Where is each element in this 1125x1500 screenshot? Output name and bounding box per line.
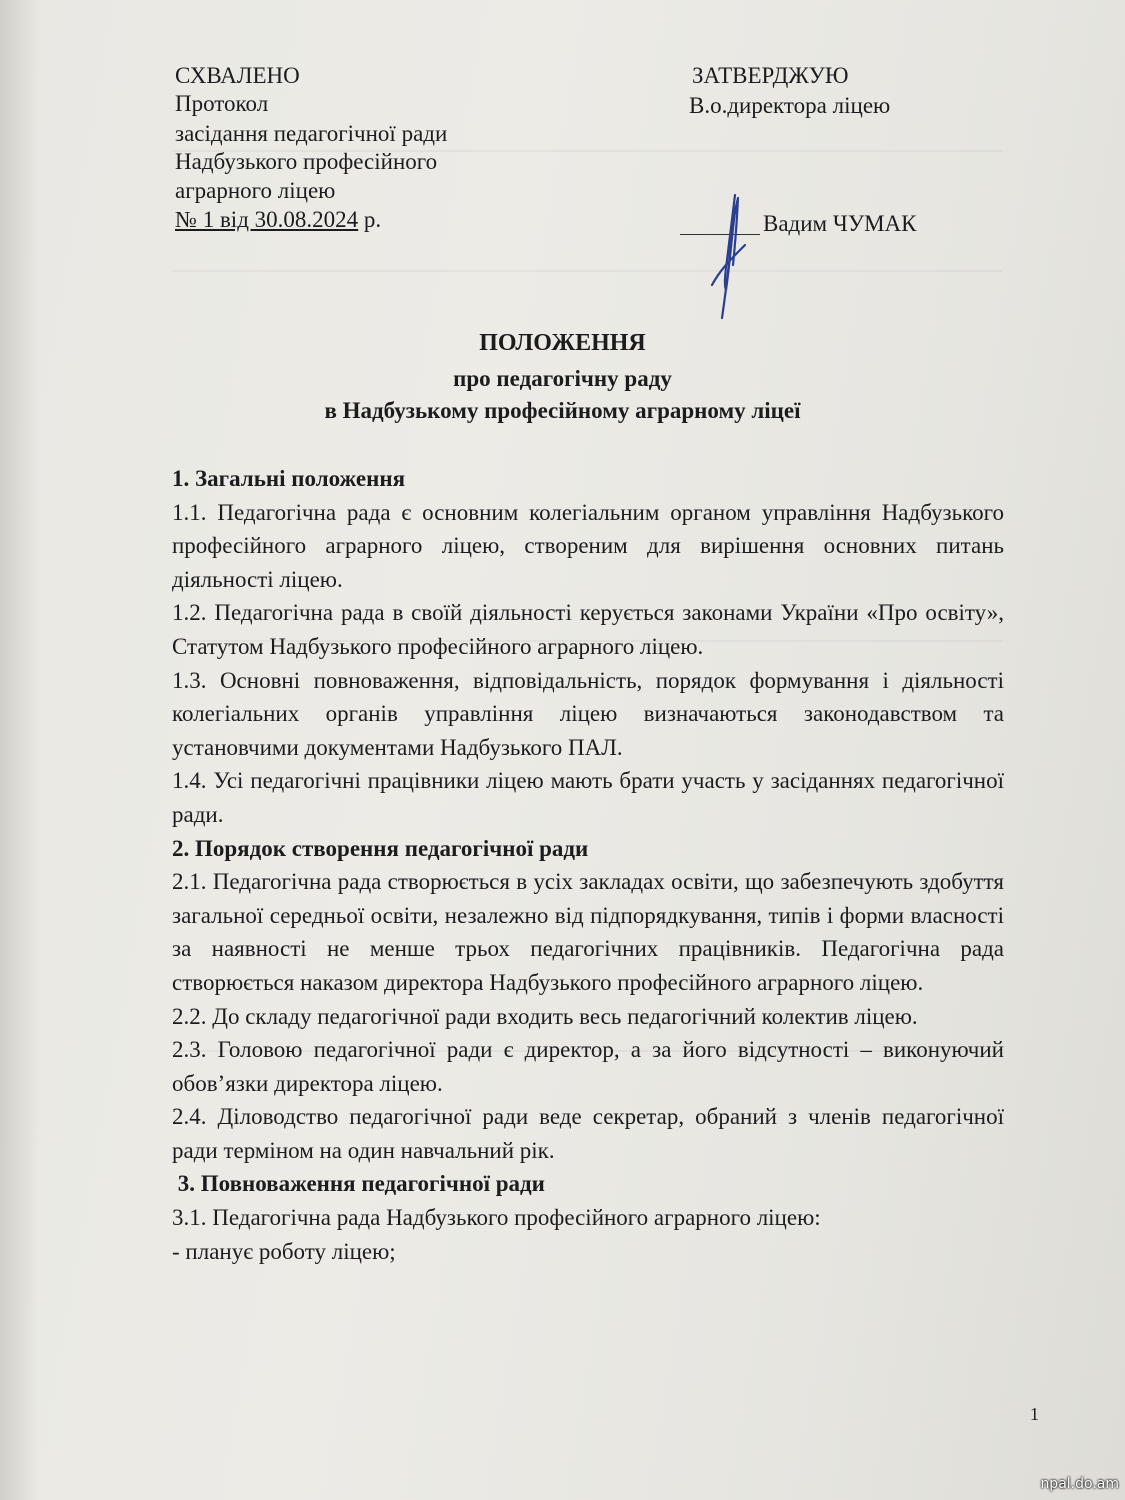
document-body xyxy=(172,462,1004,1268)
document-subtitle: про педагогічну раду xyxy=(453,366,672,391)
handwritten-signature xyxy=(700,190,760,320)
confirm-position: В.о.директора ліцею xyxy=(689,93,891,118)
paragraph-2-3: 2.3. Головою педагогічної ради є директор, а за його відсутності – виконуючий обов’язки директора ліцею. xyxy=(172,1037,1004,1096)
approved-protocol-line: Протокол xyxy=(175,91,269,116)
approved-protocol-number xyxy=(175,206,381,234)
document-subtitle-institution: в Надбузькому професійному аграрному ліцеї xyxy=(324,398,801,423)
section-heading-creation: 2. Порядок створення педагогічної ради xyxy=(172,835,589,861)
approved-institution-line: Надбузького професійного xyxy=(175,149,438,174)
approved-label: СХВАЛЕНО xyxy=(175,63,300,88)
page-edge-shadow xyxy=(0,0,40,1500)
page-number: 1 xyxy=(1030,1404,1039,1424)
paragraph-2-4: 2.4. Діловодство педагогічної ради веде секретар, обраний з членів педагогічної ради терміном на один навчальний рік. xyxy=(172,1104,1004,1163)
protocol-number-date: № 1 від 30.08.2024 xyxy=(175,207,359,232)
paragraph-1-3: 1.3. Основні повноваження, відповідальність, порядок формування і діяльності колегіальних органів управління ліцею визначаються законодавством та установчими документами Надбузького ПАЛ. xyxy=(172,667,1004,760)
paragraph-2-2: 2.2. До складу педагогічної ради входить весь педагогічний колектив ліцею. xyxy=(172,1003,918,1029)
paragraph-3-1: 3.1. Педагогічна рада Надбузького професійного аграрного ліцею: xyxy=(172,1205,821,1231)
list-item-plans-work: - планує роботу ліцею; xyxy=(172,1238,396,1264)
bleed-through-line xyxy=(172,270,1002,272)
confirm-signatory-name: Вадим ЧУМАК xyxy=(763,211,917,236)
document-title: ПОЛОЖЕННЯ xyxy=(479,330,646,356)
paragraph-2-1: 2.1. Педагогічна рада створюється в усіх закладах освіти, що забезпечують здобуття загальної середньої освіти, незалежно від підпорядкування, типів і форми власності за наявності не менше трьох педагогічних працівників. Педагогічна рада створюється наказом директора Надбузького професійного аграрного ліцею. xyxy=(172,869,1004,995)
section-heading-general: 1. Загальні положення xyxy=(172,466,406,491)
site-watermark: npal.do.am xyxy=(1040,1476,1119,1492)
paragraph-1-4: 1.4. Усі педагогічні працівники ліцею мають брати участь у засіданнях педагогічної ради. xyxy=(172,768,1004,827)
approved-meeting-line: засідання педагогічної ради xyxy=(175,121,448,146)
paragraph-1-2: 1.2. Педагогічна рада в своїй діяльності керується законами України «Про освіту», Статутом Надбузького професійного аграрного ліцею. xyxy=(172,600,1004,659)
protocol-year-suffix: р. xyxy=(358,207,382,232)
section-heading-powers: 3. Повноваження педагогічної ради xyxy=(172,1171,545,1197)
approved-institution-line-2: аграрного ліцею xyxy=(175,178,336,203)
paragraph-1-1: 1.1. Педагогічна рада є основним колегіальним органом управління Надбузького професійного аграрного ліцею, створеним для вирішення основних питань діяльності ліцею. xyxy=(172,499,1004,592)
confirm-label: ЗАТВЕРДЖУЮ xyxy=(692,63,849,88)
